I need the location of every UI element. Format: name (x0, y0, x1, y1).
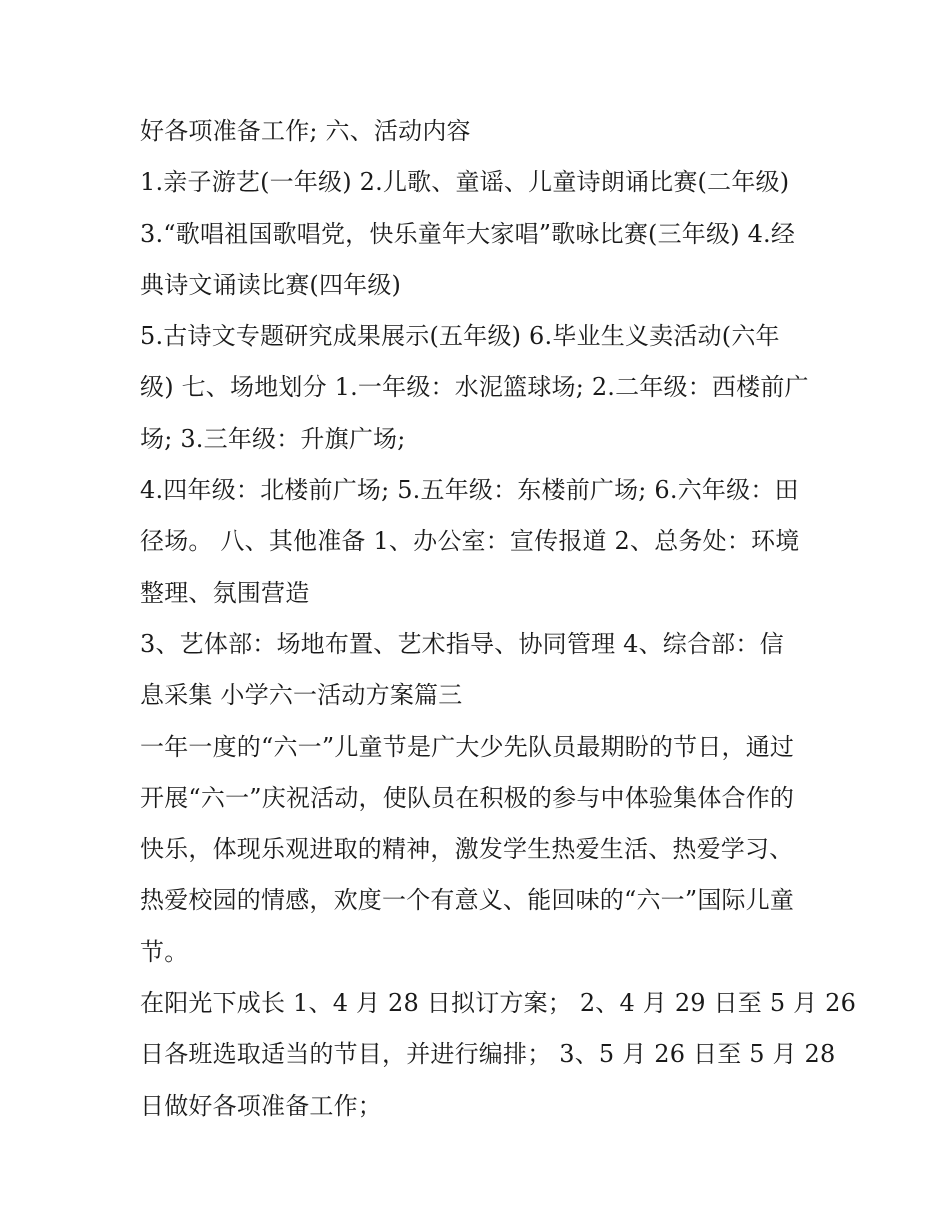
text-line: 5.古诗文专题研究成果展示(五年级) 6.毕业生义卖活动(六年 (140, 322, 780, 351)
text-line: 整理、氛围营造 (140, 578, 310, 607)
text-line: 日各班选取适当的节目，并进行编排； 3、5 月 26 日至 5 月 28 (140, 1040, 836, 1069)
text-line: 开展“六一”庆祝活动，使队员在积极的参与中体验集体合作的 (140, 783, 795, 812)
document-body (140, 106, 857, 1132)
text-line: 快乐，体现乐观进取的精神，激发学生热爱生活、热爱学习、 (140, 835, 794, 864)
text-line: 级) 七、场地划分 1.一年级：水泥篮球场; 2.二年级：西楼前广 (140, 373, 809, 402)
text-line: 径场。 八、其他准备 1、办公室：宣传报道 2、总务处：环境 (140, 527, 800, 556)
text-line: 1.亲子游艺(一年级) 2.儿歌、童谣、儿童诗朗诵比赛(二年级) (140, 168, 790, 197)
text-line: 好各项准备工作; 六、活动内容 (140, 117, 471, 145)
text-line: 典诗文诵读比赛(四年级) (140, 270, 402, 299)
text-line: 4.四年级：北楼前广场; 5.五年级：东楼前广场; 6.六年级：田 (140, 476, 799, 505)
text-line: 3.“歌唱祖国歌唱党，快乐童年大家唱”歌咏比赛(三年级) 4.经 (140, 219, 796, 248)
text-line: 场; 3.三年级：升旗广场; (140, 424, 406, 453)
text-line: 一年一度的“六一”儿童节是广大少先队员最期盼的节日，通过 (140, 732, 795, 761)
text-line: 热爱校园的情感，欢度一个有意义、能回味的“六一”国际儿童 (140, 886, 795, 915)
text-line: 3、艺体部：场地布置、艺术指导、协同管理 4、综合部：信 (140, 629, 784, 658)
text-line: 在阳光下成长 1、4 月 28 日拟订方案； 2、4 月 29 日至 5 月 26 (140, 989, 857, 1018)
text-line: 节。 (140, 937, 189, 966)
text-line: 日做好各项准备工作； (140, 1091, 382, 1120)
text-line: 息采集 小学六一活动方案篇三 (140, 681, 463, 710)
